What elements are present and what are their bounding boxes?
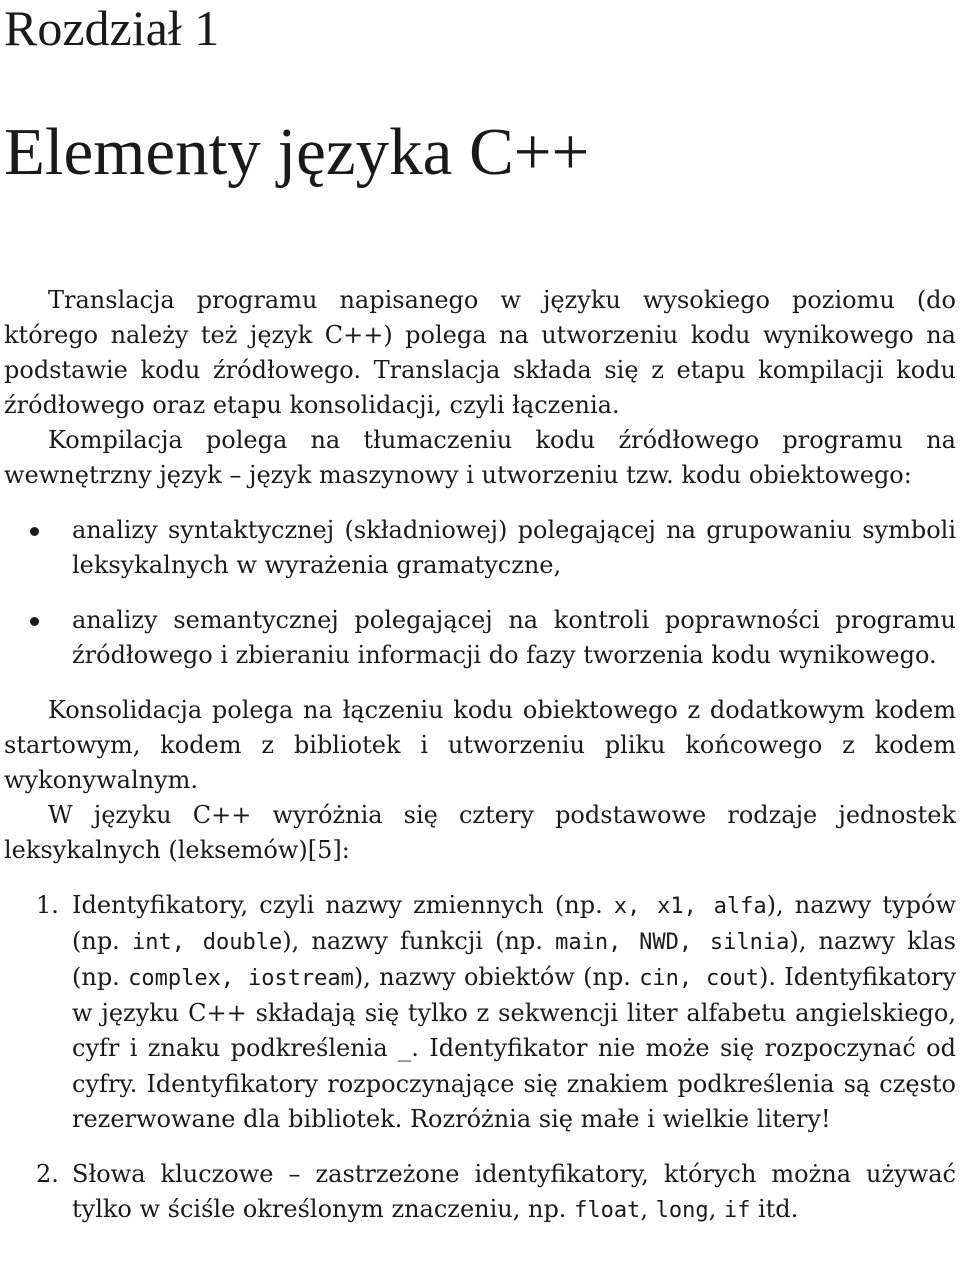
list-item-text: analizy syntaktycznej (składniowej) polegającej na grupowaniu symboli leksykalnych w wyrażenia gramatyczne, bbox=[72, 516, 956, 579]
paragraph-lexical-units: W języku C++ wyróżnia się cztery podstawowe rodzaje jednostek leksykalnych (leksemów)[5]: bbox=[4, 801, 956, 864]
list-item bbox=[4, 1157, 956, 1228]
code-snippet: float bbox=[574, 1198, 641, 1223]
compilation-steps-list bbox=[4, 513, 956, 673]
code-snippet: int, double bbox=[131, 930, 283, 955]
list-item bbox=[4, 888, 956, 1137]
list-item-text: , bbox=[640, 1195, 656, 1223]
list-item-text: Słowa kluczowe – zastrzeżone identyfikatory, których można używać tylko w ściśle określonym znaczeniu, np. bbox=[72, 1160, 956, 1223]
list-item-text: analizy semantycznej polegającej na kontroli poprawności programu źródłowego i zbieraniu informacji do fazy tworzenia kodu wynikowego. bbox=[72, 606, 956, 669]
list-item-text: Identyfikatory, czyli nazwy zmiennych (np. bbox=[72, 891, 614, 919]
code-snippet: x, x1, alfa bbox=[613, 894, 767, 919]
paragraph-compilation: Kompilacja polega na tłumaczeniu kodu źródłowego programu na wewnętrzny język – język maszynowy i utworzeniu tzw. kodu obiektowego: bbox=[4, 426, 956, 489]
code-snippet: if bbox=[723, 1198, 751, 1223]
code-snippet: _ bbox=[398, 1037, 412, 1062]
code-snippet: cin, cout bbox=[639, 966, 760, 991]
chapter-label: Rozdział 1 bbox=[4, 0, 220, 56]
list-item-text: itd. bbox=[750, 1195, 799, 1223]
list-item bbox=[4, 603, 956, 673]
code-snippet: long bbox=[655, 1198, 709, 1223]
list-item-text: ), nazwy klas (np. bbox=[72, 927, 956, 991]
bullet-icon bbox=[30, 527, 39, 536]
lexical-units-list bbox=[4, 888, 956, 1228]
list-item-text: ), nazwy typów (np. bbox=[72, 891, 956, 955]
code-snippet: main, NWD, silnia bbox=[555, 930, 790, 955]
list-item-text: ). Identyfikatory w języku C++ składają się tylko z sekwencji liter alfabetu angielskiego, cyfr i znaku podkreślenia bbox=[72, 963, 957, 1062]
paragraph-translation: Translacja programu napisanego w języku wysokiego poziomu (do którego należy też język C++) polega na utworzeniu kodu wynikowego na podstawie kodu źródłowego. Translacja składa się z etapu kompilacji kodu źródłowego oraz etapu konsolidacji, czyli łączenia. bbox=[4, 286, 956, 419]
list-item-number: 2. bbox=[36, 1160, 59, 1188]
list-item bbox=[4, 513, 956, 583]
list-item-number: 1. bbox=[36, 891, 59, 919]
bullet-icon bbox=[30, 617, 39, 626]
chapter-title: Elementy języka C++ bbox=[4, 115, 590, 189]
list-item-text: ), nazwy funkcji (np. bbox=[282, 927, 556, 955]
list-item-text: . Identyfikator nie może się rozpoczynać od cyfry. Identyfikatory rozpoczynające się znakiem podkreślenia są często rezerwowane dla bibliotek. Rozróżnia się małe i wielkie litery! bbox=[72, 1034, 956, 1133]
paragraph-linking: Konsolidacja polega na łączeniu kodu obiektowego z dodatkowym kodem startowym, kodem z bibliotek i utworzeniu pliku końcowego z kodem wykonywalnym. bbox=[4, 696, 956, 794]
chapter-body bbox=[4, 283, 956, 1248]
list-item-text: ), nazwy obiektów (np. bbox=[353, 963, 640, 991]
code-snippet: complex, iostream bbox=[128, 966, 354, 991]
list-item-text: , bbox=[708, 1195, 724, 1223]
